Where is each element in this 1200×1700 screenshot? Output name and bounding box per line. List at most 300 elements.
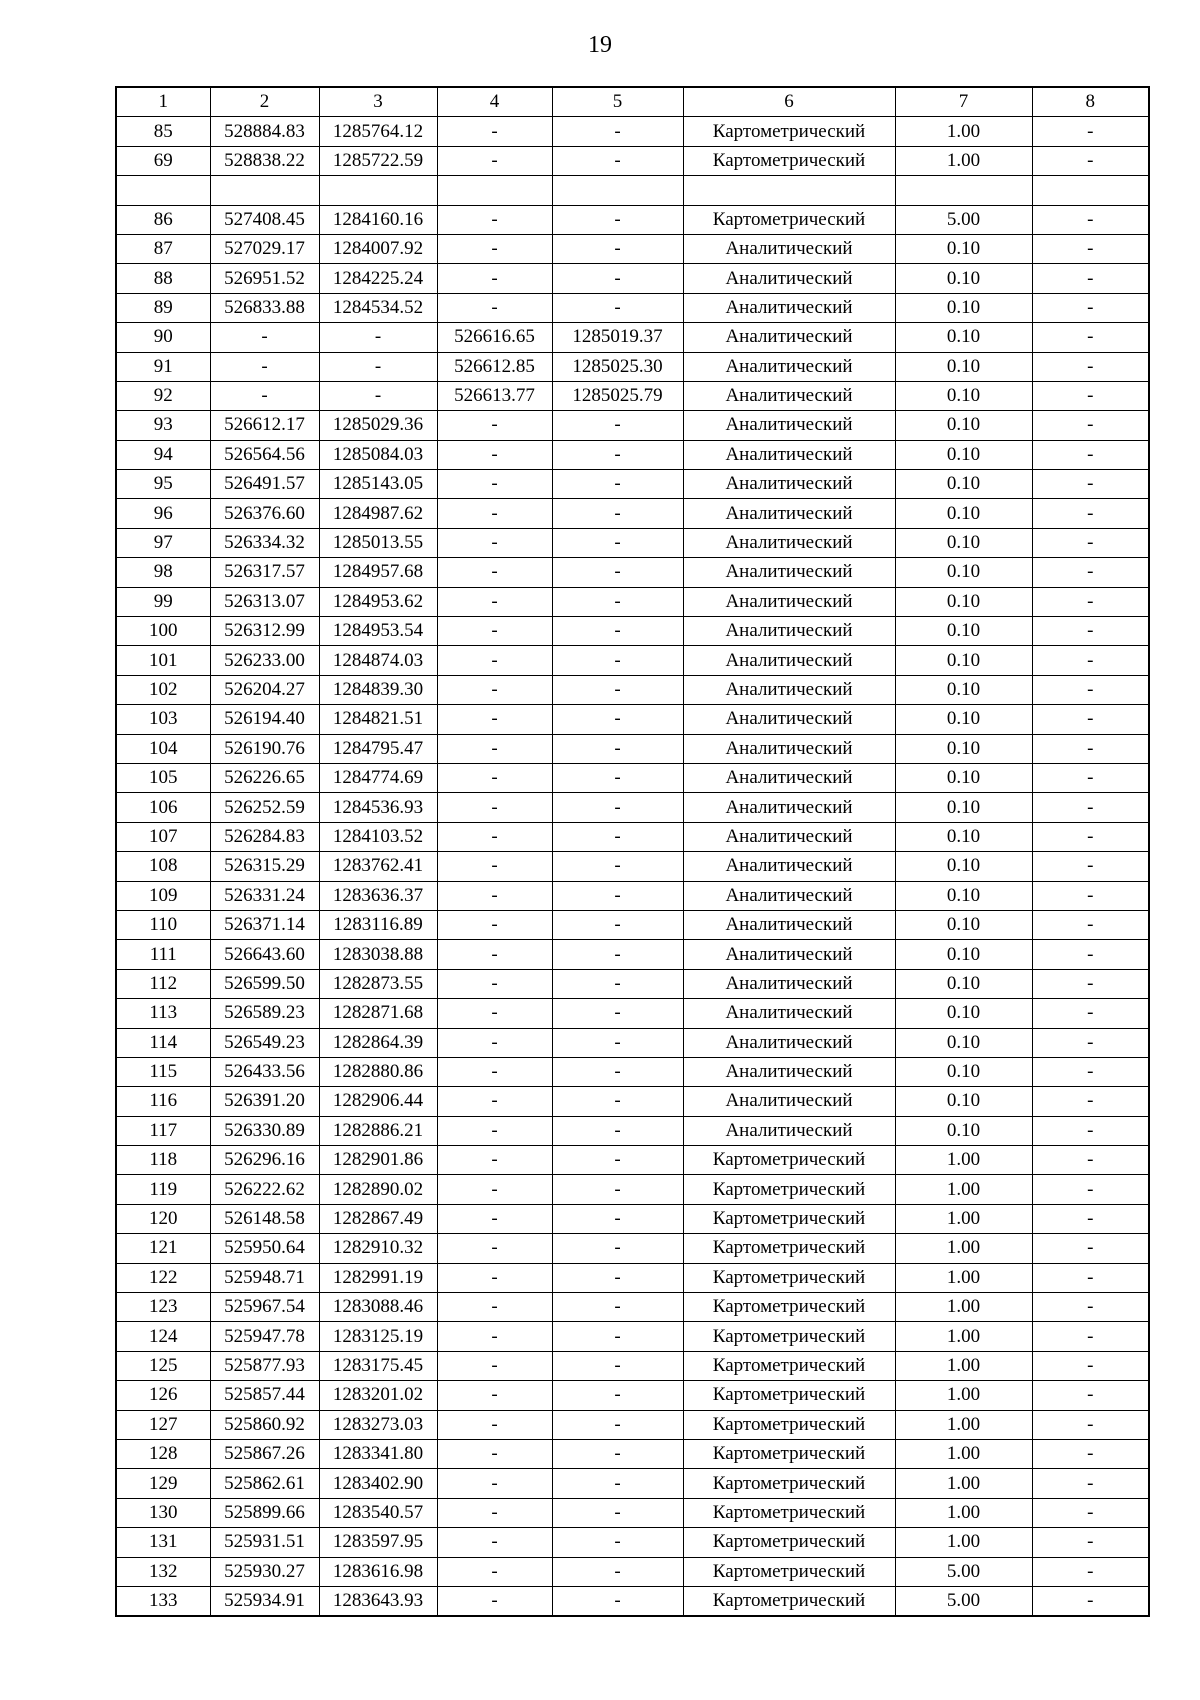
table-cell: 1285143.05	[319, 470, 437, 499]
table-cell: 1282906.44	[319, 1087, 437, 1116]
table-cell: 90	[116, 323, 210, 352]
table-cell: 1284774.69	[319, 763, 437, 792]
table-cell: 5.00	[895, 1586, 1032, 1616]
table-cell: -	[437, 1557, 552, 1586]
table-cell: 1284821.51	[319, 705, 437, 734]
table-cell: 88	[116, 264, 210, 293]
table-cell: -	[552, 675, 683, 704]
table-cell	[683, 176, 895, 205]
table-cell: 526549.23	[210, 1028, 319, 1057]
table-row	[116, 1322, 1149, 1351]
table-cell: -	[437, 969, 552, 998]
table-cell: 1284953.62	[319, 587, 437, 616]
table-cell: 1284874.03	[319, 646, 437, 675]
table-cell: 1283088.46	[319, 1293, 437, 1322]
table-cell: 1284007.92	[319, 234, 437, 263]
table-cell: -	[1032, 1498, 1149, 1527]
table-cell: 95	[116, 470, 210, 499]
table-row	[116, 234, 1149, 263]
table-cell: 0.10	[895, 969, 1032, 998]
table-cell: 128	[116, 1439, 210, 1468]
column-header: 3	[319, 87, 437, 117]
table-cell: -	[552, 411, 683, 440]
table-cell: -	[552, 1087, 683, 1116]
table-cell: 126	[116, 1381, 210, 1410]
table-row	[116, 1263, 1149, 1292]
table-cell: 120	[116, 1204, 210, 1233]
table-cell: 1284987.62	[319, 499, 437, 528]
table-cell: 0.10	[895, 264, 1032, 293]
table-cell: Аналитический	[683, 234, 895, 263]
table-cell: -	[552, 1351, 683, 1380]
table-cell: -	[552, 470, 683, 499]
table-row	[116, 1204, 1149, 1233]
table-cell	[210, 176, 319, 205]
table-cell: Картометрический	[683, 1293, 895, 1322]
table-cell: -	[1032, 323, 1149, 352]
table-row	[116, 1557, 1149, 1586]
table-cell: 1282880.86	[319, 1057, 437, 1086]
page-number: 19	[588, 32, 612, 58]
table-cell: 115	[116, 1057, 210, 1086]
table-cell: Аналитический	[683, 646, 895, 675]
table-cell: -	[210, 381, 319, 410]
table-cell: -	[437, 264, 552, 293]
table-cell: Аналитический	[683, 470, 895, 499]
table-cell: -	[437, 1293, 552, 1322]
table-cell: 526194.40	[210, 705, 319, 734]
table-cell: -	[437, 205, 552, 234]
table-cell: 104	[116, 734, 210, 763]
table-row	[116, 528, 1149, 557]
table-cell	[437, 176, 552, 205]
table-cell: 1.00	[895, 1293, 1032, 1322]
table-cell: -	[1032, 1586, 1149, 1616]
table-cell: 1.00	[895, 1263, 1032, 1292]
table-cell: 93	[116, 411, 210, 440]
table-cell: 1284160.16	[319, 205, 437, 234]
table-cell: 1283540.57	[319, 1498, 437, 1527]
column-header: 5	[552, 87, 683, 117]
table-row	[116, 558, 1149, 587]
table-cell: 118	[116, 1146, 210, 1175]
table-cell: 0.10	[895, 822, 1032, 851]
table-cell: 132	[116, 1557, 210, 1586]
table-cell: 1284957.68	[319, 558, 437, 587]
column-header: 2	[210, 87, 319, 117]
table-cell: -	[437, 234, 552, 263]
table-cell: 106	[116, 793, 210, 822]
table-cell: Аналитический	[683, 910, 895, 939]
table-cell: -	[552, 587, 683, 616]
table-cell: 526190.76	[210, 734, 319, 763]
table-cell: -	[552, 205, 683, 234]
table-cell: 0.10	[895, 734, 1032, 763]
table-cell: 107	[116, 822, 210, 851]
table-header-row	[116, 87, 1149, 117]
table-cell: -	[1032, 1293, 1149, 1322]
table-cell: -	[437, 1146, 552, 1175]
table-cell: -	[437, 411, 552, 440]
table-cell: 526612.17	[210, 411, 319, 440]
table-cell: 526330.89	[210, 1116, 319, 1145]
table-cell: 1.00	[895, 1146, 1032, 1175]
table-cell: -	[1032, 734, 1149, 763]
table-cell: 0.10	[895, 499, 1032, 528]
table-cell: -	[552, 1146, 683, 1175]
table-cell: 108	[116, 852, 210, 881]
table-cell: -	[437, 734, 552, 763]
table-cell: 0.10	[895, 793, 1032, 822]
table-cell: 1285019.37	[552, 323, 683, 352]
table-cell: 525860.92	[210, 1410, 319, 1439]
table-cell: -	[1032, 1116, 1149, 1145]
table-cell: 1.00	[895, 1234, 1032, 1263]
table-cell: 5.00	[895, 1557, 1032, 1586]
table-cell: 1.00	[895, 1498, 1032, 1527]
table-cell: 100	[116, 617, 210, 646]
table-cell: 1282864.39	[319, 1028, 437, 1057]
coordinates-table	[115, 86, 1150, 1617]
table-cell: 91	[116, 352, 210, 381]
table-cell: 109	[116, 881, 210, 910]
table-row	[116, 705, 1149, 734]
table-cell: 526226.65	[210, 763, 319, 792]
table-cell: Аналитический	[683, 264, 895, 293]
table-cell: 525948.71	[210, 1263, 319, 1292]
table-cell: -	[1032, 940, 1149, 969]
table-cell: -	[437, 675, 552, 704]
table-cell: 1282871.68	[319, 999, 437, 1028]
table-cell: -	[1032, 1322, 1149, 1351]
table-cell: Аналитический	[683, 969, 895, 998]
table-cell: -	[552, 1293, 683, 1322]
table-cell: -	[437, 1175, 552, 1204]
table-cell: 110	[116, 910, 210, 939]
table-cell: -	[552, 1381, 683, 1410]
table-cell: -	[1032, 675, 1149, 704]
table-row	[116, 205, 1149, 234]
table-cell: Аналитический	[683, 1116, 895, 1145]
table-cell: -	[210, 352, 319, 381]
table-cell: 525947.78	[210, 1322, 319, 1351]
table-cell: -	[437, 499, 552, 528]
table-cell: 92	[116, 381, 210, 410]
table-cell: -	[1032, 1175, 1149, 1204]
table-cell: Картометрический	[683, 1557, 895, 1586]
table-row	[116, 499, 1149, 528]
table-cell: 113	[116, 999, 210, 1028]
table-cell: -	[1032, 470, 1149, 499]
column-header: 6	[683, 87, 895, 117]
table-cell: -	[437, 293, 552, 322]
table-cell: -	[437, 558, 552, 587]
table-cell: -	[437, 852, 552, 881]
table-cell: 1285025.30	[552, 352, 683, 381]
table-cell: -	[319, 323, 437, 352]
table-cell: 1283636.37	[319, 881, 437, 910]
table-row	[116, 999, 1149, 1028]
table-cell: 1283597.95	[319, 1528, 437, 1557]
table-cell: -	[437, 1028, 552, 1057]
table-cell: 112	[116, 969, 210, 998]
table-cell: -	[552, 1439, 683, 1468]
table-cell: 1.00	[895, 1469, 1032, 1498]
table-cell: -	[437, 1351, 552, 1380]
table-cell: -	[1032, 1557, 1149, 1586]
table-cell: -	[437, 881, 552, 910]
table-cell: 1284225.24	[319, 264, 437, 293]
table-cell: -	[1032, 1028, 1149, 1057]
table-cell: 528884.83	[210, 117, 319, 146]
table-cell: 1.00	[895, 1439, 1032, 1468]
table-cell: Аналитический	[683, 352, 895, 381]
table-cell: 526312.99	[210, 617, 319, 646]
table-cell: -	[552, 852, 683, 881]
table-cell: -	[552, 969, 683, 998]
table-cell: 526313.07	[210, 587, 319, 616]
table-cell: -	[552, 617, 683, 646]
table-cell: -	[1032, 205, 1149, 234]
table-cell	[895, 176, 1032, 205]
table-cell: 0.10	[895, 234, 1032, 263]
table-row	[116, 1146, 1149, 1175]
table-cell: Аналитический	[683, 558, 895, 587]
table-cell: -	[552, 1204, 683, 1233]
table-row	[116, 587, 1149, 616]
table-cell: -	[552, 1322, 683, 1351]
table-cell: -	[437, 763, 552, 792]
table-row	[116, 411, 1149, 440]
table-cell: -	[552, 1586, 683, 1616]
table-cell: -	[1032, 1381, 1149, 1410]
table-cell: Картометрический	[683, 1469, 895, 1498]
table-cell: 0.10	[895, 646, 1032, 675]
table-cell: 525862.61	[210, 1469, 319, 1498]
table-cell: -	[552, 234, 683, 263]
table-cell: -	[437, 146, 552, 175]
table-cell: Картометрический	[683, 1175, 895, 1204]
table-cell: -	[437, 1381, 552, 1410]
table-cell: 1282867.49	[319, 1204, 437, 1233]
table-cell: 1284536.93	[319, 793, 437, 822]
table-cell: -	[1032, 1057, 1149, 1086]
table-cell: -	[437, 822, 552, 851]
table-cell: -	[210, 323, 319, 352]
table-row	[116, 910, 1149, 939]
table-row	[116, 1381, 1149, 1410]
table-cell: 130	[116, 1498, 210, 1527]
table-cell: -	[552, 499, 683, 528]
table-cell: 89	[116, 293, 210, 322]
table-row	[116, 1351, 1149, 1380]
table-cell: 525931.51	[210, 1528, 319, 1557]
table-cell: 101	[116, 646, 210, 675]
table-cell: -	[437, 1322, 552, 1351]
table-cell: -	[552, 1469, 683, 1498]
table-cell: 0.10	[895, 675, 1032, 704]
table-cell: -	[437, 793, 552, 822]
table-cell: -	[437, 1528, 552, 1557]
table-cell: Аналитический	[683, 940, 895, 969]
table-cell	[552, 176, 683, 205]
table-row	[116, 1057, 1149, 1086]
table-cell: 525950.64	[210, 1234, 319, 1263]
table-cell: Аналитический	[683, 499, 895, 528]
table-cell: 116	[116, 1087, 210, 1116]
table-cell: -	[437, 1204, 552, 1233]
table-cell: -	[437, 1469, 552, 1498]
table-cell: 1285013.55	[319, 528, 437, 557]
table-cell: 526315.29	[210, 852, 319, 881]
table-cell: -	[437, 1439, 552, 1468]
column-header: 7	[895, 87, 1032, 117]
table-cell: -	[552, 1528, 683, 1557]
table-cell: Аналитический	[683, 999, 895, 1028]
table-cell: Картометрический	[683, 1146, 895, 1175]
table-row	[116, 734, 1149, 763]
table-cell: -	[552, 440, 683, 469]
table-cell: Аналитический	[683, 881, 895, 910]
table-cell: -	[1032, 1439, 1149, 1468]
table-cell: -	[552, 1116, 683, 1145]
table-cell: -	[1032, 1087, 1149, 1116]
table-cell: 0.10	[895, 528, 1032, 557]
table-cell: 526643.60	[210, 940, 319, 969]
table-cell: -	[1032, 617, 1149, 646]
table-cell: Аналитический	[683, 1057, 895, 1086]
table-cell: -	[1032, 411, 1149, 440]
table-cell: -	[437, 1586, 552, 1616]
table-cell: -	[437, 1116, 552, 1145]
table-row	[116, 1528, 1149, 1557]
table-cell: -	[552, 528, 683, 557]
table-cell: -	[552, 763, 683, 792]
table-cell: 0.10	[895, 470, 1032, 499]
table-cell: 525857.44	[210, 1381, 319, 1410]
table-cell: -	[1032, 381, 1149, 410]
table-cell: 526433.56	[210, 1057, 319, 1086]
table-cell: 526391.20	[210, 1087, 319, 1116]
table-cell: 525877.93	[210, 1351, 319, 1380]
table-cell: 1285084.03	[319, 440, 437, 469]
table-cell: -	[437, 117, 552, 146]
table-cell: 525899.66	[210, 1498, 319, 1527]
table-cell: 1285025.79	[552, 381, 683, 410]
table-cell: 102	[116, 675, 210, 704]
table-row	[116, 1175, 1149, 1204]
table-cell: 526613.77	[437, 381, 552, 410]
table-row	[116, 1439, 1149, 1468]
table-body	[116, 117, 1149, 1616]
table-cell: Аналитический	[683, 381, 895, 410]
table-cell: -	[552, 1263, 683, 1292]
table-cell: Аналитический	[683, 587, 895, 616]
table-row	[116, 793, 1149, 822]
table-row	[116, 852, 1149, 881]
table-cell: 1283038.88	[319, 940, 437, 969]
table-cell: -	[1032, 234, 1149, 263]
table-cell: -	[1032, 881, 1149, 910]
table-cell: 525867.26	[210, 1439, 319, 1468]
table-cell: Аналитический	[683, 734, 895, 763]
table-row	[116, 323, 1149, 352]
table-cell: 1283273.03	[319, 1410, 437, 1439]
table-cell: 526334.32	[210, 528, 319, 557]
table-cell: -	[1032, 587, 1149, 616]
table-cell: 99	[116, 587, 210, 616]
table-cell: 119	[116, 1175, 210, 1204]
table-cell: 526222.62	[210, 1175, 319, 1204]
table-cell: 85	[116, 117, 210, 146]
table-cell: 1284534.52	[319, 293, 437, 322]
table-cell: -	[1032, 793, 1149, 822]
table-cell: 526371.14	[210, 910, 319, 939]
table-cell: 117	[116, 1116, 210, 1145]
table-cell: 131	[116, 1528, 210, 1557]
table-cell: 528838.22	[210, 146, 319, 175]
table-cell: 0.10	[895, 323, 1032, 352]
table-cell: -	[1032, 558, 1149, 587]
table-cell: 1.00	[895, 1204, 1032, 1233]
table-cell: 0.10	[895, 1116, 1032, 1145]
table-cell: -	[552, 1234, 683, 1263]
table-cell: -	[1032, 1528, 1149, 1557]
table-cell: -	[1032, 499, 1149, 528]
table-cell: Аналитический	[683, 675, 895, 704]
table-cell: -	[552, 264, 683, 293]
table-row	[116, 969, 1149, 998]
table-cell: 1283616.98	[319, 1557, 437, 1586]
column-header: 4	[437, 87, 552, 117]
table-cell: 526491.57	[210, 470, 319, 499]
table-cell: -	[552, 940, 683, 969]
table-cell: 1.00	[895, 1322, 1032, 1351]
table-cell: 1285722.59	[319, 146, 437, 175]
table-cell: -	[437, 705, 552, 734]
table-cell: 526612.85	[437, 352, 552, 381]
table-cell: 0.10	[895, 411, 1032, 440]
table-cell: 1.00	[895, 1528, 1032, 1557]
table-cell	[319, 176, 437, 205]
table-cell: 526833.88	[210, 293, 319, 322]
table-row	[116, 646, 1149, 675]
table-cell: -	[437, 1263, 552, 1292]
table-cell: -	[437, 1410, 552, 1439]
table-cell: -	[552, 793, 683, 822]
table-cell: -	[1032, 1146, 1149, 1175]
table-cell: Аналитический	[683, 411, 895, 440]
table-row	[116, 1116, 1149, 1145]
table-cell: -	[552, 910, 683, 939]
table-cell: 1283643.93	[319, 1586, 437, 1616]
table-cell: 527029.17	[210, 234, 319, 263]
table-row	[116, 1234, 1149, 1263]
table-cell: 94	[116, 440, 210, 469]
table-cell: -	[552, 1057, 683, 1086]
table-cell: 1284795.47	[319, 734, 437, 763]
table-cell: 526284.83	[210, 822, 319, 851]
table-cell: 1284839.30	[319, 675, 437, 704]
table-cell: Картометрический	[683, 1204, 895, 1233]
table-cell: 0.10	[895, 617, 1032, 646]
table-cell: 1.00	[895, 1381, 1032, 1410]
table-row	[116, 264, 1149, 293]
table-cell: 0.10	[895, 881, 1032, 910]
table-cell: 5.00	[895, 205, 1032, 234]
table-cell: 0.10	[895, 558, 1032, 587]
table-cell: 1282873.55	[319, 969, 437, 998]
